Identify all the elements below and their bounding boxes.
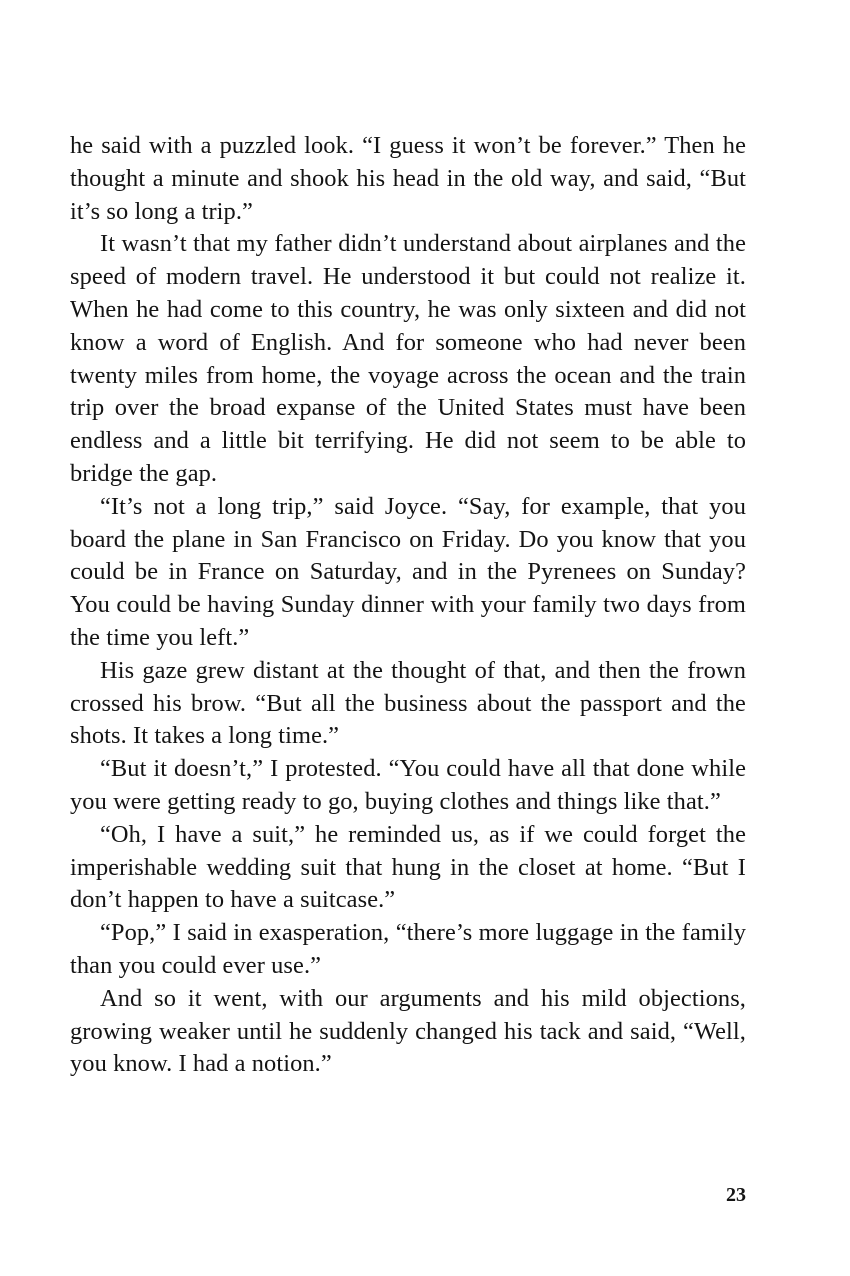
paragraph-2: It wasn’t that my father didn’t understand about airplanes and the speed of modern travel. He understood it but could not realize it. When he had come to this country, he was only sixteen and did not know a word of English. And for someone who had never been twenty miles from home, the voyage across the ocean and the train trip over the broad expanse of the United States must have been endless and a little bit terrifying. He did not seem to be able to bridge the gap. — [70, 230, 746, 487]
paragraph-7: “Pop,” I said in exasperation, “there’s more luggage in the family than you could ever use.” — [70, 919, 746, 979]
page-number: 23 — [726, 1184, 746, 1206]
paragraph-5: “But it doesn’t,” I protested. “You could have all that done while you were getting ready to go, buying clothes and things like that.” — [70, 755, 746, 815]
paragraph-3: “It’s not a long trip,” said Joyce. “Say, for example, that you board the plane in San Francisco on Friday. Do you know that you could be in France on Saturday, and in the Pyrenees on Sunday? You could be having Sunday dinner with your family two days from the time you left.” — [70, 492, 746, 651]
body-text — [70, 130, 746, 1081]
paragraph-8: And so it went, with our arguments and his mild objections, growing weaker until he suddenly changed his tack and said, “Well, you know. I had a notion.” — [70, 984, 746, 1078]
paragraph-6: “Oh, I have a suit,” he reminded us, as if we could forget the imperishable wedding suit that hung in the closet at home. “But I don’t happen to have a suitcase.” — [70, 820, 746, 914]
paragraph-4: His gaze grew distant at the thought of that, and then the frown crossed his brow. “But all the business about the passport and the shots. It takes a long time.” — [70, 656, 746, 750]
paragraph-1: he said with a puzzled look. “I guess it won’t be forever.” Then he thought a minute and shook his head in the old way, and said, “But it’s so long a trip.” — [70, 132, 746, 225]
